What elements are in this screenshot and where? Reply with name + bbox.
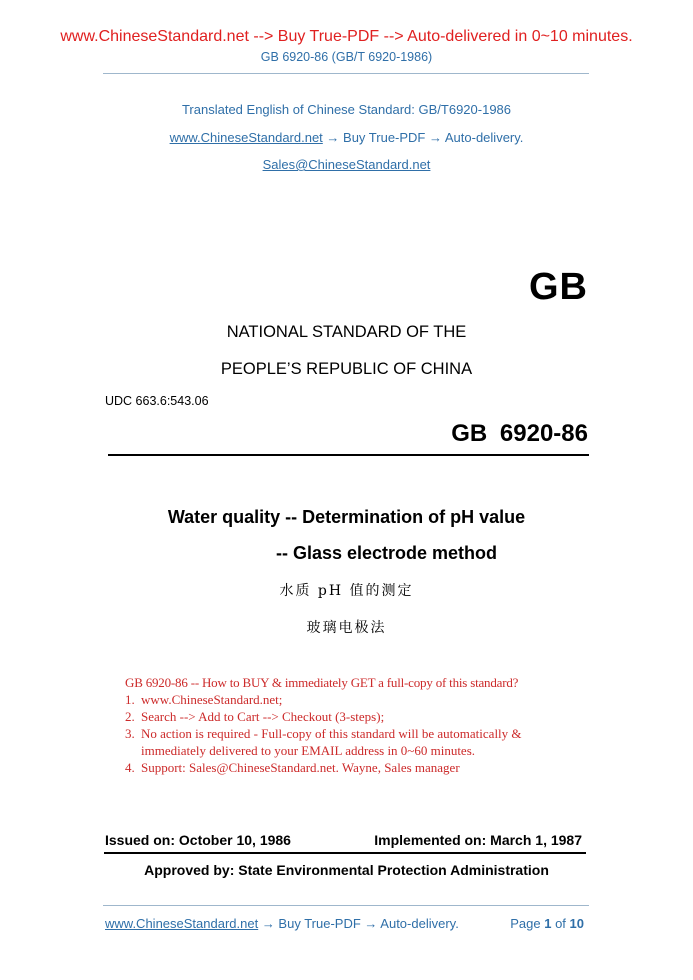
list-item-number: 2. (125, 709, 135, 724)
title-chinese-line-2: 玻璃电极法 (306, 620, 387, 636)
implemented-date: Implemented on: March 1, 1987 (374, 832, 582, 848)
purchase-info-heading: GB 6920-86 -- How to BUY & immediately GET a full-copy of this standard? (125, 675, 519, 690)
footer-buy-text: → Buy True-PDF → Auto-delivery. (258, 916, 459, 931)
list-item-number: 3. (125, 726, 135, 741)
buy-line (0, 130, 693, 145)
list-item (125, 708, 595, 725)
udc-code: UDC 663.6:543.06 (105, 394, 209, 408)
page-label: Page (510, 916, 545, 931)
footer-chinesestandard-link[interactable]: www.ChineseStandard.net (105, 916, 259, 931)
national-standard-line-1: NATIONAL STANDARD OF THE (226, 323, 467, 341)
sales-line (0, 157, 693, 172)
list-item-number: 1. (125, 692, 135, 707)
title-chinese-line-1: 水质 pH 值的测定 (279, 583, 414, 599)
list-item-text: Support: Sales@ChineseStandard.net. Wayne, Sales manager (141, 760, 460, 775)
top-banner[interactable]: www.ChineseStandard.net --> Buy True-PDF --> Auto-delivered in 0~10 minutes. (60, 28, 633, 45)
page-total: 10 (569, 916, 584, 931)
approved-by: Approved by: State Environmental Protection Administration (144, 862, 549, 878)
standard-number: GB 6920-86 (451, 420, 588, 447)
page-indicator (480, 916, 584, 931)
issued-date: Issued on: October 10, 1986 (105, 832, 291, 848)
buy-line-text: → Buy True-PDF → Auto-delivery. (322, 130, 524, 145)
purchase-info-block (125, 674, 595, 776)
standard-number-divider (108, 454, 589, 456)
page-of: of (551, 916, 570, 931)
list-item (125, 725, 595, 742)
title-english-line-1: Water quality -- Determination of pH value (167, 507, 526, 527)
list-item-text: No action is required - Full-copy of this standard will be automatically & (141, 726, 522, 741)
list-item-continuation: immediately delivered to your EMAIL address in 0~60 minutes. (141, 743, 476, 758)
header-code-line: GB 6920-86 (GB/T 6920-1986) (260, 50, 433, 64)
list-item-text: Search --> Add to Cart --> Checkout (3-steps); (141, 709, 385, 724)
gb-logo: GB (529, 266, 588, 308)
page-current: 1 (544, 916, 552, 931)
footer-divider (103, 905, 589, 906)
chinesestandard-link[interactable]: www.ChineseStandard.net (169, 130, 323, 145)
header-divider (103, 73, 589, 74)
dates-divider (104, 852, 586, 854)
list-item (125, 759, 595, 776)
list-item-text[interactable]: www.ChineseStandard.net; (141, 692, 283, 707)
translated-notice: Translated English of Chinese Standard: GB/T6920-1986 (181, 102, 512, 117)
national-standard-line-2: PEOPLE’S REPUBLIC OF CHINA (220, 360, 473, 378)
footer-buy-line (105, 916, 459, 931)
list-item-number: 4. (125, 760, 135, 775)
sales-email-link[interactable]: Sales@ChineseStandard.net (262, 157, 431, 172)
title-english-line-2: -- Glass electrode method (275, 543, 498, 563)
list-item (125, 691, 595, 708)
